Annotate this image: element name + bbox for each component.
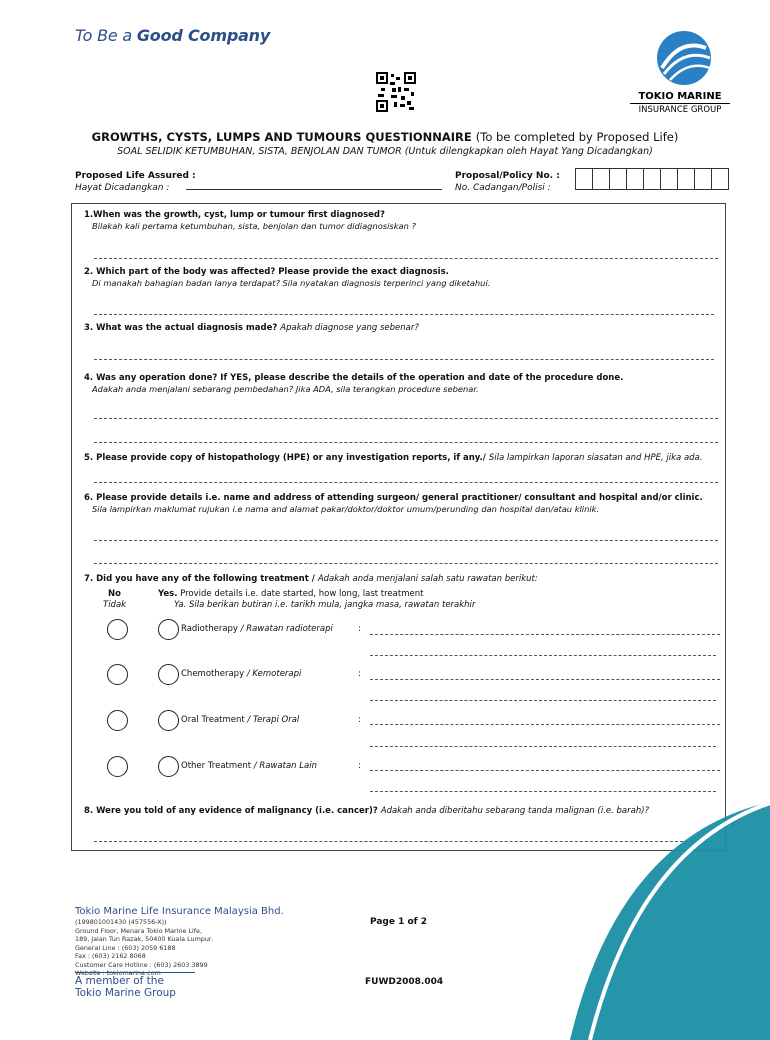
radiotherapy-yes-radio[interactable]: [158, 619, 179, 640]
life-assured-label: Proposed Life Assured :: [75, 171, 196, 181]
tagline: To Be a Good Company: [75, 26, 271, 45]
policy-no-label: Proposal/Policy No. :: [455, 171, 560, 181]
answer-line-q4a[interactable]: [94, 418, 718, 419]
radiotherapy-line-1[interactable]: [370, 634, 720, 635]
digit-box[interactable]: [626, 168, 644, 190]
question-2: 2. Which part of the body was affected? Please provide the exact diagnosis.: [84, 267, 449, 277]
question-3: 3. What was the actual diagnosis made? Apakah diagnose yang sebenar?: [84, 323, 419, 333]
question-6-my: Sila lampirkan maklumat rujukan i.e nama and alamat pakar/doktor/doktor umum/perunding dan hospital dan/atau klinik.: [92, 504, 600, 514]
radiotherapy-label: Radiotherapy / Rawatan radioterapi: [181, 624, 333, 634]
policy-no-label-my: No. Cadangan/Polisi :: [455, 183, 551, 193]
yes-label-my: Ya. Sila berikan butiran i.e. tarikh mula, jangka masa, rawatan terakhir: [174, 600, 476, 610]
form-code: FUWD2008.004: [365, 977, 444, 987]
brand-sub: INSURANCE GROUP: [630, 103, 730, 115]
question-1: 1.When was the growth, cyst, lump or tumour first diagnosed?: [84, 210, 385, 220]
question-4-my: Adakah anda menjalani sebarang pembedahan? Jika ADA, sila terangkan procedure sebenar.: [92, 384, 479, 394]
digit-box[interactable]: [711, 168, 729, 190]
other-yes-radio[interactable]: [158, 756, 179, 777]
question-7: 7. Did you have any of the following treatment / Adakah anda menjalani salah satu rawatan berikut:: [84, 574, 538, 584]
colon: :: [358, 669, 361, 679]
oral-yes-radio[interactable]: [158, 710, 179, 731]
radiotherapy-no-radio[interactable]: [107, 619, 128, 640]
digit-box[interactable]: [609, 168, 627, 190]
no-label: No: [108, 589, 121, 599]
digit-box[interactable]: [660, 168, 678, 190]
life-assured-label-my: Hayat Dicadangkan :: [75, 183, 170, 193]
decorative-swoosh-icon: [440, 760, 770, 1040]
answer-line-q3[interactable]: [94, 359, 714, 360]
question-2-my: Di manakah bahagian badan lanya terdapat? Sila nyatakan diagnosis terperinci yang diketahui.: [92, 278, 491, 288]
oral-line-1[interactable]: [370, 724, 720, 725]
digit-box[interactable]: [643, 168, 661, 190]
qr-code-icon: [376, 72, 416, 112]
life-assured-field[interactable]: [186, 189, 442, 190]
digit-box[interactable]: [677, 168, 695, 190]
yes-label: Yes. Provide details i.e. date started, how long, last treatment: [158, 589, 424, 599]
colon: :: [358, 715, 361, 725]
colon: :: [358, 624, 361, 634]
question-5: 5. Please provide copy of histopathology (HPE) or any investigation reports, if any./ Sila lampirkan laporan siasatan and HPE, jika ada.: [84, 453, 703, 463]
other-no-radio[interactable]: [107, 756, 128, 777]
brand-name: TOKIO MARINE: [638, 91, 722, 102]
page-number: Page 1 of 2: [370, 917, 427, 927]
answer-line-q1[interactable]: [94, 258, 718, 259]
chemotherapy-no-radio[interactable]: [107, 664, 128, 685]
footer-address: (199801001430 (457556-X)) Ground Floor, Menara Tokio Marine Life, 189, Jalan Tun Razak, 50400 Kuala Lumpur. General Line : (603) 2059 6188 Fax : (603) 2162 8068 Customer Care Hotline : (603) 2603 3899 Website : tokiomarine.com: [75, 918, 213, 977]
page-subtitle: SOAL SELIDIK KETUMBUHAN, SISTA, BENJOLAN DAN TUMOR (Untuk dilengkapkan oleh Hayat Yang Dicadangkan): [117, 146, 653, 157]
question-1-my: Bilakah kali pertama ketumbuhan, sista, benjolan dan tumor didiagnosiskan ?: [92, 221, 416, 231]
radiotherapy-line-2[interactable]: [370, 655, 716, 656]
oral-no-radio[interactable]: [107, 710, 128, 731]
chemotherapy-line-2[interactable]: [370, 700, 716, 701]
digit-box[interactable]: [575, 168, 593, 190]
oral-line-2[interactable]: [370, 746, 716, 747]
oral-treatment-label: Oral Treatment / Terapi Oral: [181, 715, 300, 725]
no-label-my: Tidak: [103, 600, 127, 610]
question-6: 6. Please provide details i.e. name and address of attending surgeon/ general practitioner/ consultant and hospital and/or clinic.: [84, 493, 703, 503]
question-8: 8. Were you told of any evidence of malignancy (i.e. cancer)? Adakah anda diberitahu sebarang tanda malignan (i.e. barah)?: [84, 806, 650, 816]
other-treatment-label: Other Treatment / Rawatan Lain: [181, 761, 317, 771]
answer-line-q5[interactable]: [94, 482, 718, 483]
questionnaire-form: [71, 203, 726, 851]
answer-line-q6b[interactable]: [94, 563, 718, 564]
footer-company: Tokio Marine Life Insurance Malaysia Bhd.: [75, 906, 284, 917]
chemotherapy-yes-radio[interactable]: [158, 664, 179, 685]
answer-line-q6a[interactable]: [94, 540, 718, 541]
footer-member: A member of the Tokio Marine Group: [75, 972, 195, 999]
chemotherapy-line-1[interactable]: [370, 679, 720, 680]
chemotherapy-label: Chemotherapy / Kemoterapi: [181, 669, 302, 679]
page-title: GROWTHS, CYSTS, LUMPS AND TUMOURS QUESTIONNAIRE (To be completed by Proposed Life): [91, 130, 679, 144]
question-4: 4. Was any operation done? If YES, please describe the details of the operation and date of the procedure done.: [84, 373, 624, 383]
digit-box[interactable]: [592, 168, 610, 190]
answer-line-q4b[interactable]: [94, 442, 718, 443]
colon: :: [358, 761, 361, 771]
digit-box[interactable]: [694, 168, 712, 190]
policy-no-field[interactable]: [576, 168, 729, 190]
answer-line-q2[interactable]: [94, 314, 714, 315]
